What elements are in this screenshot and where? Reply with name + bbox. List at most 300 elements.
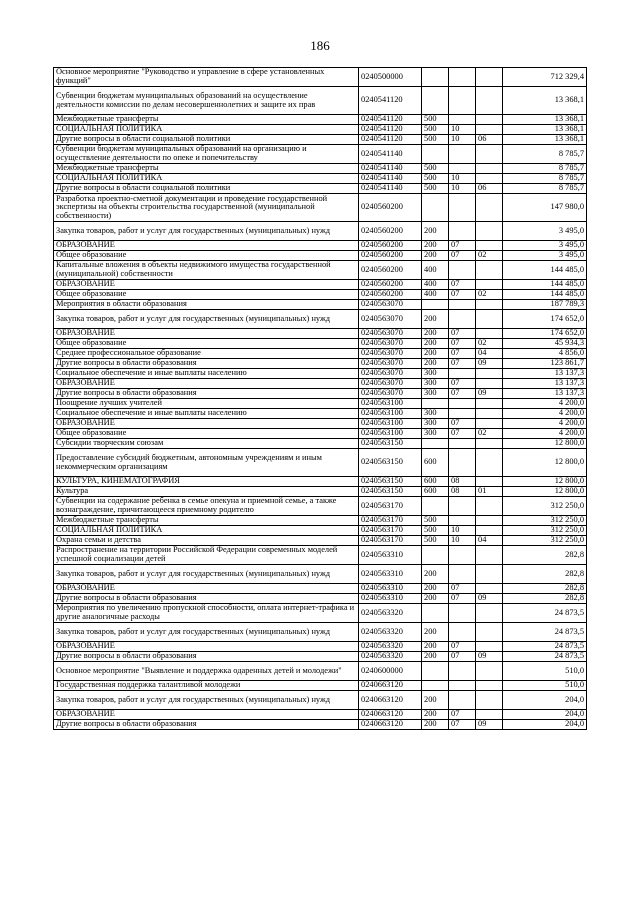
table-row bbox=[54, 516, 587, 526]
row-expense-type bbox=[422, 604, 449, 623]
row-code: 0240663120 bbox=[359, 720, 422, 730]
row-code: 0240563320 bbox=[359, 642, 422, 652]
row-subsection bbox=[476, 310, 503, 329]
row-name: Распространение на территории Российской Федерации современных моделей успешной социализации детей bbox=[54, 546, 359, 565]
row-code: 0240563170 bbox=[359, 497, 422, 516]
row-expense-type: 300 bbox=[422, 409, 449, 419]
row-subsection bbox=[476, 419, 503, 429]
row-section bbox=[449, 565, 476, 584]
row-amount: 312 250,0 bbox=[503, 516, 587, 526]
row-section bbox=[449, 691, 476, 710]
row-name: Охрана семьи и детства bbox=[54, 536, 359, 546]
row-expense-type bbox=[422, 194, 449, 222]
row-expense-type: 300 bbox=[422, 429, 449, 439]
row-code: 0240541140 bbox=[359, 164, 422, 174]
row-code: 0240563070 bbox=[359, 369, 422, 379]
table-row bbox=[54, 115, 587, 125]
row-subsection: 01 bbox=[476, 487, 503, 497]
row-expense-type: 200 bbox=[422, 349, 449, 359]
row-amount: 4 200,0 bbox=[503, 419, 587, 429]
table-row bbox=[54, 546, 587, 565]
row-name: ОБРАЗОВАНИЕ bbox=[54, 584, 359, 594]
row-name: Другие вопросы в области социальной политики bbox=[54, 184, 359, 194]
row-subsection: 02 bbox=[476, 339, 503, 349]
row-amount: 282,8 bbox=[503, 565, 587, 584]
row-code: 0240563100 bbox=[359, 429, 422, 439]
row-subsection bbox=[476, 87, 503, 115]
row-expense-type: 600 bbox=[422, 487, 449, 497]
row-section: 07 bbox=[449, 349, 476, 359]
row-code: 0240663120 bbox=[359, 710, 422, 720]
row-expense-type: 200 bbox=[422, 241, 449, 251]
row-subsection bbox=[476, 691, 503, 710]
row-expense-type bbox=[422, 662, 449, 681]
table-row bbox=[54, 125, 587, 135]
row-section bbox=[449, 497, 476, 516]
row-subsection bbox=[476, 584, 503, 594]
row-expense-type bbox=[422, 300, 449, 310]
row-subsection: 04 bbox=[476, 349, 503, 359]
row-section: 07 bbox=[449, 594, 476, 604]
row-name: Другие вопросы в области социальной политики bbox=[54, 135, 359, 145]
row-amount: 510,0 bbox=[503, 681, 587, 691]
row-section bbox=[449, 261, 476, 280]
row-section bbox=[449, 369, 476, 379]
row-code: 0240563150 bbox=[359, 487, 422, 497]
row-subsection: 09 bbox=[476, 720, 503, 730]
row-code: 0240563320 bbox=[359, 623, 422, 642]
row-section: 07 bbox=[449, 720, 476, 730]
row-code: 0240500000 bbox=[359, 68, 422, 87]
row-expense-type: 300 bbox=[422, 389, 449, 399]
table-row bbox=[54, 241, 587, 251]
row-section: 07 bbox=[449, 652, 476, 662]
row-expense-type: 500 bbox=[422, 125, 449, 135]
row-subsection bbox=[476, 241, 503, 251]
table-row bbox=[54, 497, 587, 516]
table-row bbox=[54, 584, 587, 594]
row-code: 0240560200 bbox=[359, 280, 422, 290]
row-code: 0240563310 bbox=[359, 546, 422, 565]
row-subsection bbox=[476, 379, 503, 389]
row-section: 07 bbox=[449, 710, 476, 720]
row-name: Межбюджетные трансферты bbox=[54, 115, 359, 125]
row-section bbox=[449, 399, 476, 409]
row-code: 0240563070 bbox=[359, 359, 422, 369]
row-name: Другие вопросы в области образования bbox=[54, 594, 359, 604]
row-code: 0240663120 bbox=[359, 691, 422, 710]
row-subsection: 09 bbox=[476, 652, 503, 662]
row-section bbox=[449, 449, 476, 477]
row-amount: 4 200,0 bbox=[503, 409, 587, 419]
table-row bbox=[54, 369, 587, 379]
row-code: 0240563100 bbox=[359, 399, 422, 409]
row-expense-type bbox=[422, 68, 449, 87]
row-subsection: 06 bbox=[476, 135, 503, 145]
row-name: Субвенции на содержание ребенка в семье опекуна и приемной семье, а также вознаграждение, причитающееся приемному родителю bbox=[54, 497, 359, 516]
row-expense-type: 500 bbox=[422, 184, 449, 194]
row-code: 0240563170 bbox=[359, 526, 422, 536]
row-amount: 8 785,7 bbox=[503, 164, 587, 174]
row-subsection bbox=[476, 642, 503, 652]
table-row bbox=[54, 379, 587, 389]
row-section: 07 bbox=[449, 339, 476, 349]
row-name: Общее образование bbox=[54, 290, 359, 300]
row-subsection: 09 bbox=[476, 594, 503, 604]
row-code: 0240663120 bbox=[359, 681, 422, 691]
row-subsection bbox=[476, 164, 503, 174]
row-code: 0240563070 bbox=[359, 300, 422, 310]
row-name: ОБРАЗОВАНИЕ bbox=[54, 241, 359, 251]
row-expense-type: 500 bbox=[422, 135, 449, 145]
row-code: 0240563070 bbox=[359, 349, 422, 359]
row-subsection: 04 bbox=[476, 536, 503, 546]
row-amount: 187 789,3 bbox=[503, 300, 587, 310]
row-section bbox=[449, 681, 476, 691]
row-name: Другие вопросы в области образования bbox=[54, 652, 359, 662]
table-row bbox=[54, 449, 587, 477]
row-section bbox=[449, 222, 476, 241]
row-expense-type: 500 bbox=[422, 164, 449, 174]
row-code: 0240541120 bbox=[359, 135, 422, 145]
table-row bbox=[54, 87, 587, 115]
row-subsection bbox=[476, 280, 503, 290]
row-name: Общее образование bbox=[54, 251, 359, 261]
row-subsection bbox=[476, 329, 503, 339]
row-name: СОЦИАЛЬНАЯ ПОЛИТИКА bbox=[54, 526, 359, 536]
row-name: Культура bbox=[54, 487, 359, 497]
row-expense-type: 200 bbox=[422, 710, 449, 720]
row-expense-type: 500 bbox=[422, 174, 449, 184]
row-code: 0240600000 bbox=[359, 662, 422, 681]
table-row bbox=[54, 681, 587, 691]
row-section: 10 bbox=[449, 174, 476, 184]
table-row bbox=[54, 419, 587, 429]
row-expense-type: 400 bbox=[422, 261, 449, 280]
row-name: ОБРАЗОВАНИЕ bbox=[54, 280, 359, 290]
row-code: 0240563170 bbox=[359, 516, 422, 526]
table-row bbox=[54, 339, 587, 349]
row-section: 07 bbox=[449, 329, 476, 339]
row-section: 07 bbox=[449, 241, 476, 251]
row-section: 07 bbox=[449, 379, 476, 389]
row-subsection bbox=[476, 710, 503, 720]
table-row bbox=[54, 184, 587, 194]
row-code: 0240563070 bbox=[359, 339, 422, 349]
row-subsection bbox=[476, 623, 503, 642]
row-amount: 3 495,0 bbox=[503, 251, 587, 261]
row-code: 0240541140 bbox=[359, 145, 422, 164]
table-row bbox=[54, 594, 587, 604]
row-amount: 13 137,3 bbox=[503, 369, 587, 379]
row-section: 07 bbox=[449, 280, 476, 290]
row-subsection bbox=[476, 174, 503, 184]
row-subsection bbox=[476, 145, 503, 164]
table-row bbox=[54, 329, 587, 339]
row-amount: 13 368,1 bbox=[503, 135, 587, 145]
row-code: 0240563320 bbox=[359, 652, 422, 662]
table-row bbox=[54, 68, 587, 87]
row-name: ОБРАЗОВАНИЕ bbox=[54, 329, 359, 339]
row-section: 10 bbox=[449, 526, 476, 536]
row-name: Общее образование bbox=[54, 429, 359, 439]
row-amount: 8 785,7 bbox=[503, 145, 587, 164]
row-expense-type: 300 bbox=[422, 419, 449, 429]
table-row bbox=[54, 604, 587, 623]
row-amount: 13 368,1 bbox=[503, 125, 587, 135]
row-name: ОБРАЗОВАНИЕ bbox=[54, 379, 359, 389]
row-section bbox=[449, 87, 476, 115]
row-amount: 13 368,1 bbox=[503, 115, 587, 125]
row-amount: 3 495,0 bbox=[503, 241, 587, 251]
row-amount: 312 250,0 bbox=[503, 526, 587, 536]
row-expense-type: 500 bbox=[422, 526, 449, 536]
row-name: Разработка проектно-сметной документации и проведение государственной экспертизы на объекты строительства государственной (муниципальной собственности) bbox=[54, 194, 359, 222]
row-section: 07 bbox=[449, 419, 476, 429]
row-subsection: 02 bbox=[476, 429, 503, 439]
row-amount: 282,8 bbox=[503, 594, 587, 604]
row-section bbox=[449, 310, 476, 329]
row-section bbox=[449, 439, 476, 449]
row-name: Закупка товаров, работ и услуг для государственных (муниципальных) нужд bbox=[54, 691, 359, 710]
row-section bbox=[449, 145, 476, 164]
row-code: 0240560200 bbox=[359, 251, 422, 261]
row-subsection bbox=[476, 399, 503, 409]
row-section: 07 bbox=[449, 584, 476, 594]
row-amount: 204,0 bbox=[503, 691, 587, 710]
row-subsection bbox=[476, 497, 503, 516]
row-amount: 24 873,5 bbox=[503, 642, 587, 652]
table-row bbox=[54, 389, 587, 399]
row-code: 0240563150 bbox=[359, 439, 422, 449]
row-expense-type: 200 bbox=[422, 329, 449, 339]
row-code: 0240563100 bbox=[359, 409, 422, 419]
row-code: 0240560200 bbox=[359, 261, 422, 280]
row-amount: 510,0 bbox=[503, 662, 587, 681]
row-section: 10 bbox=[449, 184, 476, 194]
row-subsection bbox=[476, 565, 503, 584]
row-name: Субсидии творческим союзам bbox=[54, 439, 359, 449]
row-code: 0240560200 bbox=[359, 194, 422, 222]
row-amount: 144 485,0 bbox=[503, 290, 587, 300]
row-section: 07 bbox=[449, 389, 476, 399]
row-expense-type bbox=[422, 145, 449, 164]
row-amount: 144 485,0 bbox=[503, 261, 587, 280]
row-name: Среднее профессиональное образование bbox=[54, 349, 359, 359]
row-code: 0240563070 bbox=[359, 389, 422, 399]
row-name: Социальное обеспечение и иные выплаты населению bbox=[54, 409, 359, 419]
row-name: Мероприятия по увеличению пропускной способности, оплата интернет-трафика и другие аналогичные расходы bbox=[54, 604, 359, 623]
row-amount: 204,0 bbox=[503, 710, 587, 720]
row-section bbox=[449, 194, 476, 222]
row-code: 0240563310 bbox=[359, 594, 422, 604]
row-name: Субвенции бюджетам муниципальных образований на организацию и осуществление деятельности по опеке и попечительству bbox=[54, 145, 359, 164]
row-amount: 24 873,5 bbox=[503, 652, 587, 662]
row-section: 07 bbox=[449, 642, 476, 652]
table-row bbox=[54, 399, 587, 409]
row-name: Другие вопросы в области образования bbox=[54, 389, 359, 399]
table-row bbox=[54, 164, 587, 174]
row-amount: 12 800,0 bbox=[503, 477, 587, 487]
row-subsection: 09 bbox=[476, 359, 503, 369]
row-expense-type bbox=[422, 87, 449, 115]
row-expense-type: 200 bbox=[422, 310, 449, 329]
row-expense-type: 200 bbox=[422, 623, 449, 642]
row-name: СОЦИАЛЬНАЯ ПОЛИТИКА bbox=[54, 174, 359, 184]
row-section bbox=[449, 662, 476, 681]
page-number: 186 bbox=[310, 38, 330, 53]
row-subsection bbox=[476, 194, 503, 222]
row-section: 08 bbox=[449, 487, 476, 497]
row-code: 0240563310 bbox=[359, 565, 422, 584]
row-code: 0240541140 bbox=[359, 174, 422, 184]
row-code: 0240560200 bbox=[359, 241, 422, 251]
row-expense-type: 600 bbox=[422, 449, 449, 477]
row-subsection bbox=[476, 516, 503, 526]
row-section bbox=[449, 68, 476, 87]
table-row bbox=[54, 710, 587, 720]
row-code: 0240541120 bbox=[359, 125, 422, 135]
row-subsection bbox=[476, 526, 503, 536]
row-name: КУЛЬТУРА, КИНЕМАТОГРАФИЯ bbox=[54, 477, 359, 487]
row-subsection bbox=[476, 125, 503, 135]
row-code: 0240563170 bbox=[359, 536, 422, 546]
row-subsection bbox=[476, 300, 503, 310]
row-amount: 8 785,7 bbox=[503, 184, 587, 194]
row-name: Общее образование bbox=[54, 339, 359, 349]
row-subsection bbox=[476, 409, 503, 419]
table-row bbox=[54, 261, 587, 280]
row-amount: 12 800,0 bbox=[503, 439, 587, 449]
row-amount: 147 980,0 bbox=[503, 194, 587, 222]
row-amount: 24 873,5 bbox=[503, 604, 587, 623]
table-row bbox=[54, 194, 587, 222]
table-row bbox=[54, 429, 587, 439]
row-amount: 12 800,0 bbox=[503, 449, 587, 477]
budget-table bbox=[53, 67, 587, 730]
table-row bbox=[54, 652, 587, 662]
row-amount: 712 329,4 bbox=[503, 68, 587, 87]
row-name: Другие вопросы в области образования bbox=[54, 720, 359, 730]
row-subsection: 09 bbox=[476, 389, 503, 399]
row-expense-type: 400 bbox=[422, 280, 449, 290]
table-row bbox=[54, 536, 587, 546]
row-name: ОБРАЗОВАНИЕ bbox=[54, 710, 359, 720]
row-subsection: 06 bbox=[476, 184, 503, 194]
row-amount: 45 934,3 bbox=[503, 339, 587, 349]
row-amount: 123 861,7 bbox=[503, 359, 587, 369]
row-subsection: 02 bbox=[476, 290, 503, 300]
row-name: Основное мероприятие "Руководство и управление в сфере установленных функций" bbox=[54, 68, 359, 87]
row-name: Закупка товаров, работ и услуг для государственных (муниципальных) нужд bbox=[54, 623, 359, 642]
row-expense-type bbox=[422, 439, 449, 449]
table-row bbox=[54, 526, 587, 536]
table-row bbox=[54, 487, 587, 497]
row-name: Субвенции бюджетам муниципальных образований на осуществление деятельности комиссии по делам несовершеннолетних и защите их прав bbox=[54, 87, 359, 115]
row-section: 07 bbox=[449, 251, 476, 261]
row-name: Основное мероприятие "Выявление и поддержка одаренных детей и молодежи" bbox=[54, 662, 359, 681]
row-section bbox=[449, 516, 476, 526]
table-row bbox=[54, 290, 587, 300]
table-row bbox=[54, 300, 587, 310]
row-amount: 174 652,0 bbox=[503, 310, 587, 329]
table-row bbox=[54, 359, 587, 369]
row-name: Другие вопросы в области образования bbox=[54, 359, 359, 369]
row-expense-type: 200 bbox=[422, 359, 449, 369]
row-section bbox=[449, 604, 476, 623]
row-subsection bbox=[476, 546, 503, 565]
row-code: 0240563320 bbox=[359, 604, 422, 623]
row-section bbox=[449, 623, 476, 642]
table-row bbox=[54, 439, 587, 449]
row-name: Предоставление субсидий бюджетным, автономным учреждениям и иным некоммерческим организациям bbox=[54, 449, 359, 477]
row-name: Социальное обеспечение и иные выплаты населению bbox=[54, 369, 359, 379]
row-amount: 312 250,0 bbox=[503, 497, 587, 516]
row-expense-type bbox=[422, 546, 449, 565]
row-section: 07 bbox=[449, 290, 476, 300]
row-expense-type: 200 bbox=[422, 222, 449, 241]
row-expense-type bbox=[422, 681, 449, 691]
row-expense-type: 500 bbox=[422, 536, 449, 546]
row-section bbox=[449, 115, 476, 125]
row-amount: 13 137,3 bbox=[503, 389, 587, 399]
row-amount: 174 652,0 bbox=[503, 329, 587, 339]
table-row bbox=[54, 691, 587, 710]
row-expense-type: 200 bbox=[422, 565, 449, 584]
row-name: Мероприятия в области образования bbox=[54, 300, 359, 310]
row-section: 07 bbox=[449, 359, 476, 369]
row-amount: 282,8 bbox=[503, 584, 587, 594]
row-section: 10 bbox=[449, 536, 476, 546]
row-amount: 282,8 bbox=[503, 546, 587, 565]
row-code: 0240563100 bbox=[359, 419, 422, 429]
row-expense-type: 200 bbox=[422, 720, 449, 730]
row-code: 0240563150 bbox=[359, 449, 422, 477]
row-amount: 204,0 bbox=[503, 720, 587, 730]
row-expense-type: 500 bbox=[422, 115, 449, 125]
row-code: 0240560200 bbox=[359, 290, 422, 300]
row-section: 10 bbox=[449, 125, 476, 135]
row-code: 0240563070 bbox=[359, 379, 422, 389]
row-amount: 24 873,5 bbox=[503, 623, 587, 642]
row-name: Межбюджетные трансферты bbox=[54, 516, 359, 526]
row-expense-type: 300 bbox=[422, 379, 449, 389]
row-expense-type: 500 bbox=[422, 516, 449, 526]
row-amount: 4 200,0 bbox=[503, 429, 587, 439]
table-row bbox=[54, 662, 587, 681]
row-subsection bbox=[476, 222, 503, 241]
row-name: Государственная поддержка талантливой молодежи bbox=[54, 681, 359, 691]
row-code: 0240541140 bbox=[359, 184, 422, 194]
row-expense-type: 200 bbox=[422, 652, 449, 662]
row-amount: 3 495,0 bbox=[503, 222, 587, 241]
table-row bbox=[54, 222, 587, 241]
row-subsection bbox=[476, 369, 503, 379]
row-expense-type: 200 bbox=[422, 584, 449, 594]
table-row bbox=[54, 349, 587, 359]
row-name: Закупка товаров, работ и услуг для государственных (муниципальных) нужд bbox=[54, 565, 359, 584]
row-name: СОЦИАЛЬНАЯ ПОЛИТИКА bbox=[54, 125, 359, 135]
row-subsection bbox=[476, 261, 503, 280]
row-subsection bbox=[476, 68, 503, 87]
table-row bbox=[54, 174, 587, 184]
table-row bbox=[54, 280, 587, 290]
row-name: Межбюджетные трансферты bbox=[54, 164, 359, 174]
row-code: 0240541120 bbox=[359, 87, 422, 115]
row-name: ОБРАЗОВАНИЕ bbox=[54, 642, 359, 652]
table-row bbox=[54, 135, 587, 145]
table-row bbox=[54, 409, 587, 419]
